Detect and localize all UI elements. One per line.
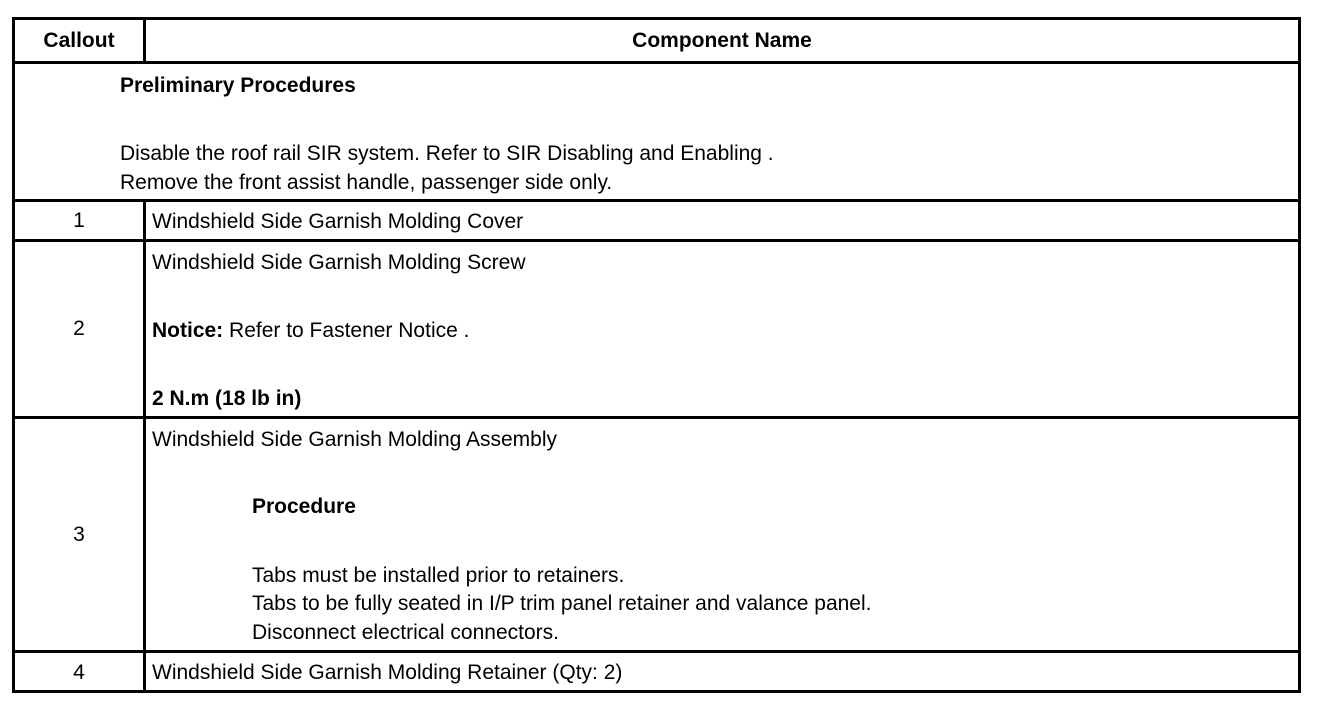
callout-number: 1 [73,208,85,232]
procedure-step-1: Tabs must be installed prior to retainers. [252,564,625,587]
notice-label: Notice: [152,319,224,342]
notice-text: Refer to Fastener Notice . [223,319,470,342]
preliminary-row [15,64,1298,202]
callout-number: 2 [73,317,85,340]
component-table [12,17,1301,693]
table-row [15,653,1298,693]
callout-number: 3 [73,522,85,546]
component-name: Windshield Side Garnish Molding Retainer (Qty: 2) [152,661,623,684]
preliminary-step-2: Remove the front assist handle, passenger side only. [120,171,613,194]
component-cell [146,653,1298,693]
torque-spec: 2 N.m (18 lb in) [152,387,302,410]
component-name: Windshield Side Garnish Molding Screw [152,251,526,274]
header-component-cell [146,20,1298,61]
table-row [15,419,1298,653]
preliminary-title: Preliminary Procedures [120,74,356,97]
table-row [15,242,1298,419]
preliminary-step-1: Disable the roof rail SIR system. Refer to SIR Disabling and Enabling . [120,142,774,165]
callout-cell [15,653,146,693]
header-callout-label: Callout [43,28,115,52]
callout-cell [15,419,146,650]
header-component-label: Component Name [632,28,812,52]
component-name: Windshield Side Garnish Molding Assembly [152,428,558,451]
callout-cell [15,242,146,416]
callout-cell [15,202,146,239]
table-row [15,202,1298,242]
component-name: Windshield Side Garnish Molding Cover [152,210,524,233]
notice-line [152,320,469,341]
header-callout-cell [15,20,146,61]
callout-number: 4 [73,661,85,684]
procedure-step-3: Disconnect electrical connectors. [252,621,559,644]
table-header-row [15,20,1298,64]
component-cell [146,419,1298,650]
component-cell [146,202,1298,239]
procedure-title: Procedure [252,495,356,518]
procedure-step-2: Tabs to be fully seated in I/P trim panel retainer and valance panel. [252,592,872,615]
component-cell [146,242,1298,416]
